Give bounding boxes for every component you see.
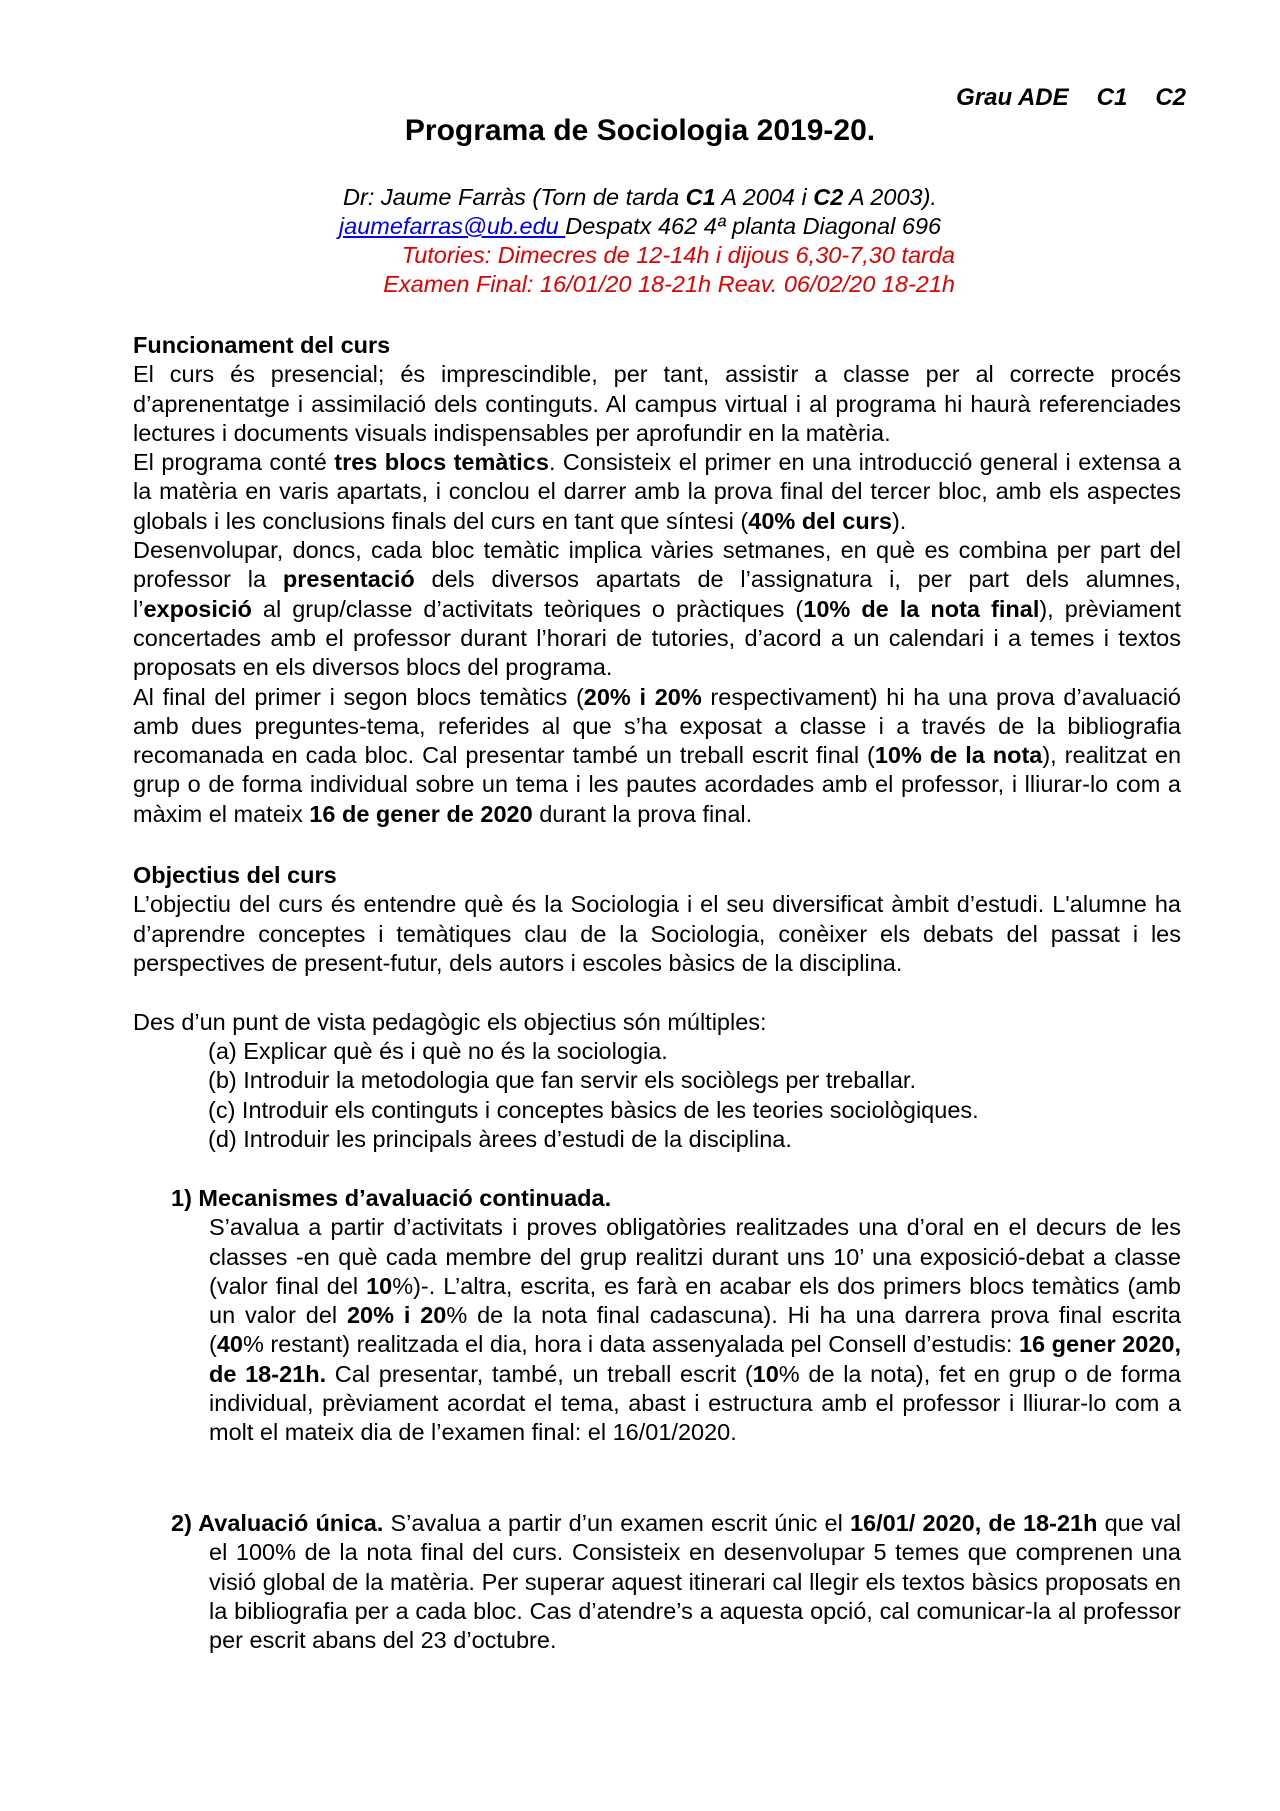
list-item: (c) Introduir els continguts i conceptes bàsics de les teories sociològiques. [208,1096,979,1123]
avaluacio-continuada-heading: 1) Mecanismes d’avaluació continuada. [171,1185,612,1211]
group-c2-room: A 2003). [843,184,937,210]
funcionament-section [133,331,1181,829]
funcionament-paragraph-4: Al final del primer i segon blocs temàtics (20% i 20% respectivament) hi ha una prova d’avaluació amb dues preguntes-tema, referides al que s’ha exposat a classe i a través de la bibliografia recomanada en cada bloc. Cal presentar també un treball escrit final (10% de la nota), realitzat en grup o de forma individual sobre un tema i les pautes acordades amb el professor, i lliurar-lo com a màxim el mateix 16 de gener de 2020 durant la prova final. [133,683,1182,827]
avaluacio-continuada-section [171,1184,1181,1448]
objectius-heading: Objectius del curs [133,862,337,888]
avaluacio-unica-heading: 2) Avaluació única. [171,1510,384,1536]
professor-name: Dr: Jaume Farràs (Torn de tarda [343,184,686,210]
objectius-paragraph-1: L’objectiu del curs és entendre què és la Sociologia i el seu diversificat àmbit d’estudi. L'alumne ha d’aprendre conceptes i temàtiques clau de la Sociologia, conèixer els debats del passat i les perspectives de present-futur, dels autors i escoles bàsics de la disciplina. [133,891,1181,976]
exam-line: Examen Final: 16/01/20 18-21h Reav. 06/02/20 18-21h [383,271,955,297]
objectius-intro [133,1008,1181,1037]
course-tag [956,84,1186,112]
grau-label: Grau ADE [956,84,1069,111]
office-location: Despatx 462 4ª planta Diagonal 696 [565,213,942,239]
objectius-section [133,861,1181,978]
professor-line [0,183,1280,212]
funcionament-heading: Funcionament del curs [133,332,391,358]
list-item: (b) Introduir la metodologia que fan servir els sociòlegs per treballar. [208,1067,916,1094]
funcionament-paragraph-2: El programa conté tres blocs temàtics. Consisteix el primer en una introducció general i extensa a la matèria en varis apartats, i conclou el darrer amb la prova final del tercer bloc, amb els aspectes globals i les conclusions finals del curs en tant que síntesi (40% del curs). [133,449,1182,534]
group-c2: C2 [1155,84,1186,111]
funcionament-paragraph-1: El curs és presencial; és imprescindible, per tant, assistir a classe per al correcte procés d’aprenentatge i assimilació dels continguts. Al campus virtual i al programa hi haurà referenciades lectures i documents visuals indispensables per aprofundir en la matèria. [133,361,1181,446]
objectius-list [208,1037,979,1154]
page-title: Programa de Sociologia 2019-20. [404,114,876,147]
avaluacio-unica-text: 2) Avaluació única. S’avalua a partir d’un examen escrit únic el 16/01/ 2020, de 18-21h que val el 100% de la nota final del curs. Consisteix en desenvolupar 5 temes que comprenen una visió global de la matèria. Per superar aquest itinerari cal llegir els textos bàsics proposats en la bibliografia per a cada bloc. Cas d’atendre’s a aquesta opció, cal comunicar-la al professor per escrit abans del 23 d’octubre. [171,1510,1181,1654]
group-c1-bold: C1 [685,184,716,210]
group-c2-bold: C2 [813,184,844,210]
list-item: (a) Explicar què és i què no és la sociologia. [208,1038,668,1064]
contact-line [0,212,1280,241]
list-item: (d) Introduir les principals àrees d’estudi de la disciplina. [208,1125,792,1152]
email-link[interactable]: jaumefarras@ub.edu [338,213,566,239]
avaluacio-unica-section [171,1509,1181,1655]
objectius-paragraph-2: Des d’un punt de vista pedagògic els objectius són múltiples: [133,1009,767,1035]
tutories-line: Tutories: Dimecres de 12-14h i dijous 6,30-7,30 tarda [401,242,955,268]
funcionament-paragraph-3: Desenvolupar, doncs, cada bloc temàtic implica vàries setmanes, en què es combina per part del professor la presentació dels diversos apartats de l’assignatura i, per part dels alumnes, l’exposició al grup/classe d’activitats teòriques o pràctiques (10% de la nota final), prèviament concertades amb el professor durant l’horari de tutories, d’acord a un calendari i a temes i textos proposats en els diversos blocs del programa. [133,537,1181,681]
avaluacio-continuada-text: S’avalua a partir d’activitats i proves obligatòries realitzades una d’oral en el decurs de les classes -en què cada membre del grup realitzi durant uns 10’ una exposició-debat a classe (valor final del 10%)-. L’altra, escrita, es farà en acabar els dos primers blocs temàtics (amb un valor del 20% i 20% de la nota final cadascuna). Hi ha una darrera prova final escrita (40% restant) realitzada el dia, hora i data assenyalada pel Consell d’estudis: 16 gener 2020, de 18-21h. Cal presentar, també, un treball escrit (10% de la nota), fet en grup o de forma individual, prèviament acordat el tema, abast i estructura amb el professor i lliurar-lo com a molt el mateix dia de l’examen final: el 16/01/2020. [209,1214,1182,1446]
professor-info [0,183,1280,299]
group-c1: C1 [1096,84,1128,111]
group-c1-room: A 2004 i [715,184,814,210]
